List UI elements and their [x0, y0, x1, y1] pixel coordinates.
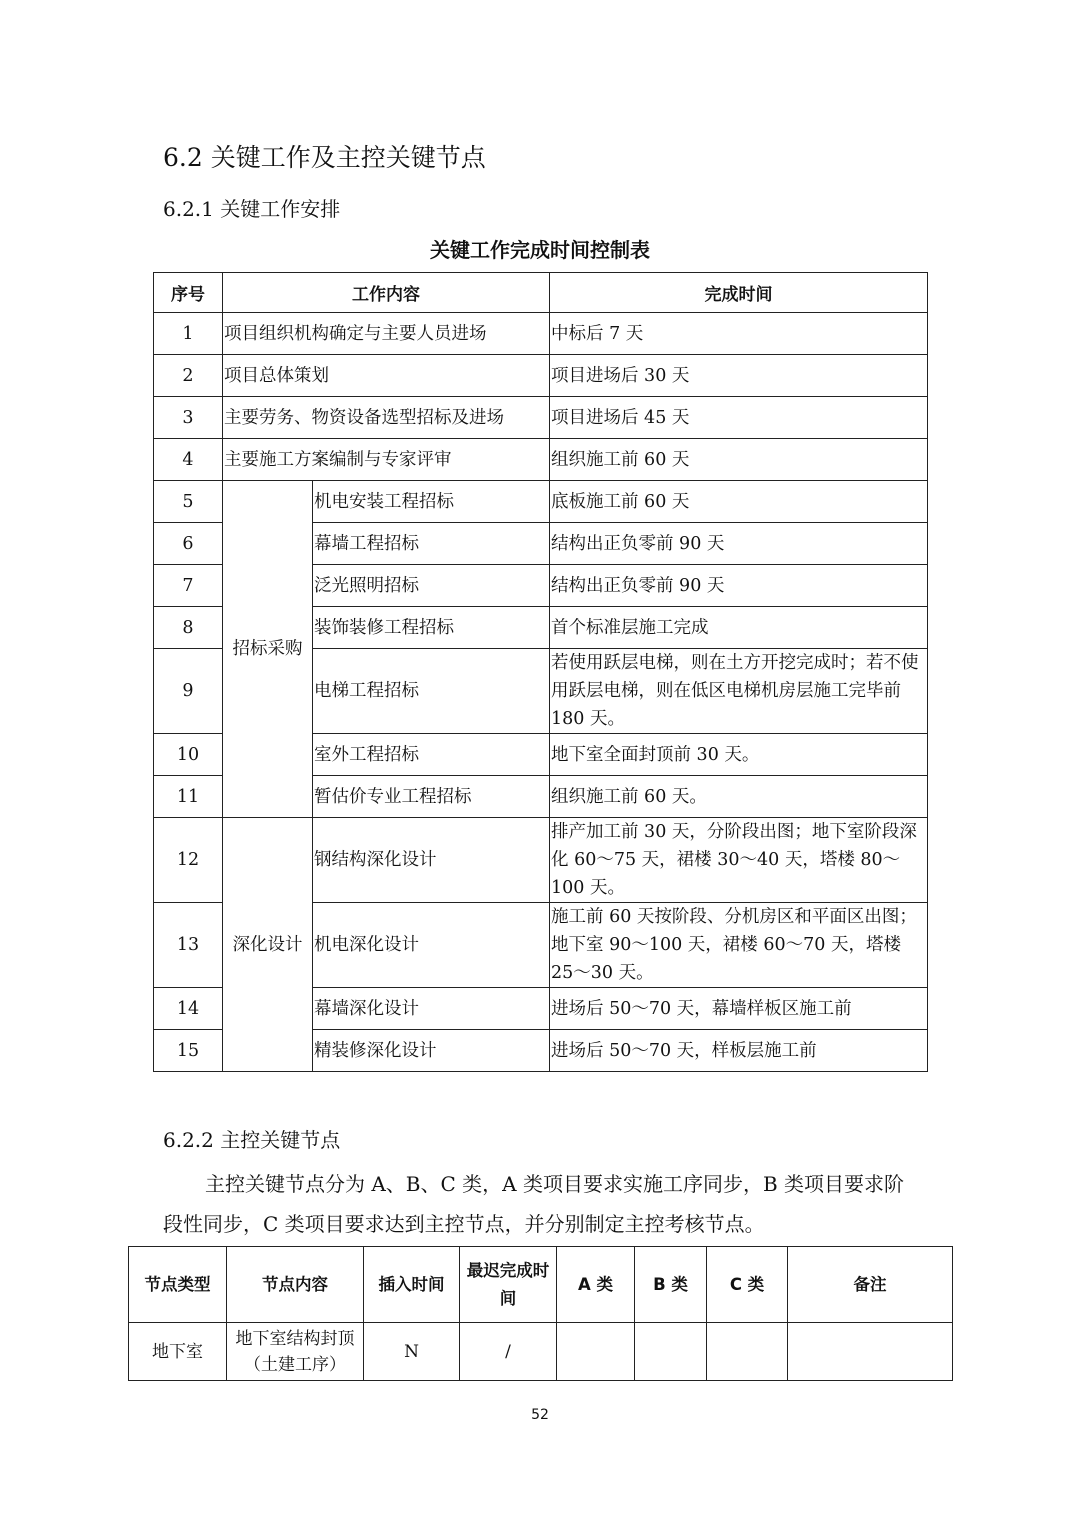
body-paragraph: 主控关键节点分为 A、B、C 类，A 类项目要求实施工序同步，B 类项目要求阶段性同步，C 类项目要求达到主控节点，并分别制定主控考核节点。 [163, 1172, 905, 1236]
row-number: 10 [154, 734, 223, 776]
row-number: 4 [154, 439, 223, 481]
row-content: 装饰装修工程招标 [313, 607, 550, 649]
page-number: 52 [531, 1407, 549, 1423]
section-heading-6-2: 6.2 关键工作及主控关键节点 [163, 143, 486, 172]
row-time: 底板施工前 60 天 [550, 481, 928, 523]
row-content: 室外工程招标 [313, 734, 550, 776]
row-content: 项目总体策划 [223, 355, 550, 397]
control-node-table [128, 1246, 953, 1381]
table-row [129, 1323, 953, 1381]
row-content: 泛光照明招标 [313, 565, 550, 607]
section-heading-6-2-2: 6.2.2 主控关键节点 [163, 1128, 341, 1152]
row-number: 1 [154, 313, 223, 355]
row-time: 中标后 7 天 [550, 313, 928, 355]
header-class-c: C 类 [707, 1247, 788, 1323]
row-content: 主要劳务、物资设备选型招标及进场 [223, 397, 550, 439]
row-time: 项目进场后 45 天 [550, 397, 928, 439]
header-no: 序号 [154, 273, 223, 313]
row-number: 8 [154, 607, 223, 649]
row-content: 主要施工方案编制与专家评审 [223, 439, 550, 481]
table-caption: 关键工作完成时间控制表 [430, 238, 650, 262]
row-time: 项目进场后 30 天 [550, 355, 928, 397]
row-number: 13 [154, 903, 223, 988]
header-content: 工作内容 [223, 273, 550, 313]
table-row [154, 313, 928, 355]
row-content: 幕墙工程招标 [313, 523, 550, 565]
table-row [154, 818, 928, 903]
row-time: 若使用跃层电梯，则在土方开挖完成时；若不使用跃层电梯，则在低区电梯机房层施工完毕前 180 天。 [550, 649, 928, 734]
row-number: 12 [154, 818, 223, 903]
node-latest-time: / [460, 1323, 557, 1381]
row-content: 机电安装工程招标 [313, 481, 550, 523]
row-number: 6 [154, 523, 223, 565]
header-class-a: A 类 [557, 1247, 635, 1323]
row-content: 电梯工程招标 [313, 649, 550, 734]
row-time: 排产加工前 30 天，分阶段出图；地下室阶段深化 60～75 天，裙楼 30～40 天，塔楼 80～100 天。 [550, 818, 928, 903]
row-content: 幕墙深化设计 [313, 988, 550, 1030]
header-node-content: 节点内容 [227, 1247, 364, 1323]
row-time: 结构出正负零前 90 天 [550, 523, 928, 565]
row-time: 进场后 50～70 天，样板层施工前 [550, 1030, 928, 1072]
node-class-c [707, 1323, 788, 1381]
row-time: 组织施工前 60 天。 [550, 776, 928, 818]
table-row [154, 397, 928, 439]
node-content: 地下室结构封顶（土建工序） [227, 1323, 364, 1381]
row-content: 钢结构深化设计 [313, 818, 550, 903]
row-content: 机电深化设计 [313, 903, 550, 988]
node-class-b [635, 1323, 707, 1381]
row-number: 15 [154, 1030, 223, 1072]
row-time: 结构出正负零前 90 天 [550, 565, 928, 607]
row-time: 组织施工前 60 天 [550, 439, 928, 481]
header-time: 完成时间 [550, 273, 928, 313]
row-time: 地下室全面封顶前 30 天。 [550, 734, 928, 776]
row-number: 5 [154, 481, 223, 523]
table-header-row [154, 273, 928, 313]
node-note [788, 1323, 953, 1381]
group-deepening-design: 深化设计 [223, 818, 313, 1072]
group-procurement: 招标采购 [223, 481, 313, 818]
header-insert-time: 插入时间 [364, 1247, 460, 1323]
row-number: 9 [154, 649, 223, 734]
row-time: 进场后 50～70 天，幕墙样板区施工前 [550, 988, 928, 1030]
header-latest-time: 最迟完成时间 [460, 1247, 557, 1323]
row-content: 精装修深化设计 [313, 1030, 550, 1072]
row-time: 施工前 60 天按阶段、分机房区和平面区出图；地下室 90～100 天，裙楼 60～70 天，塔楼 25～30 天。 [550, 903, 928, 988]
header-class-b: B 类 [635, 1247, 707, 1323]
row-content: 项目组织机构确定与主要人员进场 [223, 313, 550, 355]
header-node-type: 节点类型 [129, 1247, 227, 1323]
header-note: 备注 [788, 1247, 953, 1323]
row-number: 11 [154, 776, 223, 818]
section-heading-6-2-1: 6.2.1 关键工作安排 [163, 197, 341, 221]
key-work-table [153, 272, 928, 1072]
table-row [154, 439, 928, 481]
table-row [154, 355, 928, 397]
table-row [154, 481, 928, 523]
row-number: 7 [154, 565, 223, 607]
row-number: 3 [154, 397, 223, 439]
row-number: 2 [154, 355, 223, 397]
table-header-row [129, 1247, 953, 1323]
row-content: 暂估价专业工程招标 [313, 776, 550, 818]
row-number: 14 [154, 988, 223, 1030]
node-insert-time: N [364, 1323, 460, 1381]
row-time: 首个标准层施工完成 [550, 607, 928, 649]
node-type: 地下室 [129, 1323, 227, 1381]
node-class-a [557, 1323, 635, 1381]
